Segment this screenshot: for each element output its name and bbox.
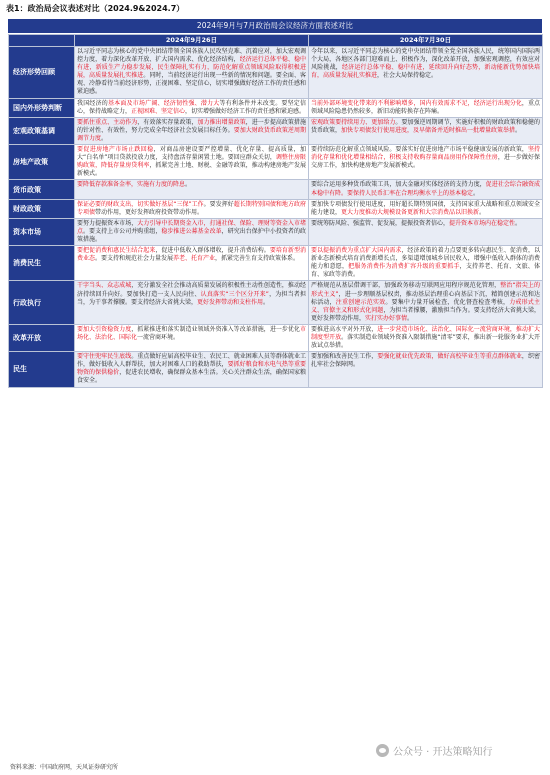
cell-sep: [75, 98, 309, 117]
cell-text: 带动作用，更好发挥政府投资带动作用。: [95, 208, 204, 216]
table-header-row: [9, 35, 543, 47]
highlight-text: 进一步营造市场化、法治化、国际化一流营商环境，推动扩大制度型开放: [311, 325, 540, 341]
cell-text: 今年以来，以习近平同志为核心的党中央团结带领全党全国各族人民，统筹国内国际两个大局，各地区各部门迎难而上、积极作为，深化改革开放，加强宏观调控，有效应对风险挑战，: [311, 48, 540, 72]
cell-text: 我国经济的: [77, 99, 108, 107]
highlight-text: 经济运行总体平稳、稳中有进，延续回升向好态势，新动能新优势加快培育，高质量发展扎实推进: [311, 64, 540, 80]
row-label: 货币政策: [9, 180, 75, 199]
cell-text: 。: [515, 219, 522, 227]
row-label: 资本市场: [9, 218, 75, 245]
row-label: 国内外形势判断: [9, 98, 75, 117]
table-row: [9, 98, 543, 117]
highlight-text: 要降低存款准备金率，实施有力度的降息: [77, 181, 186, 189]
cell-text: ，经济政策的着力点要更多转向惠民生、促消费，以新业态新模式培育消费新增长点，多渠道增加城乡居民收入，增强中低收入群体的消费能力和意愿，: [311, 247, 540, 271]
highlight-text: 调整住房限购政策，降低存量房贷利率: [77, 154, 306, 170]
highlight-text: 要守住兜牢民生底线: [77, 353, 132, 361]
cell-text: ，进一步做好保交房工作，加快构建房地产发展新模式。: [311, 154, 540, 170]
cell-text: 。要支持和规范社会力量发展: [95, 255, 174, 263]
row-label: 财政政策: [9, 199, 75, 218]
cell-jul: [309, 180, 543, 199]
highlight-text: 加力推出增量政策: [197, 118, 246, 126]
cell-text: 要努力提振资本市场，: [77, 219, 138, 227]
highlight-text: 超长期特别国债和地方政府专项债: [77, 200, 306, 216]
cell-jul: [309, 98, 543, 117]
cell-text: 。要支持上市公司并购重组，: [83, 227, 162, 235]
table-row: [9, 281, 543, 324]
cell-text: ，织密扎牢社会保障网。: [311, 353, 540, 369]
highlight-text: 要加大引资稳资力度: [77, 325, 132, 333]
comparison-table: [8, 34, 543, 388]
cell-text: 以习近平同志为核心的党中央团结带领全国各族人民攻坚克难、沉着应对，加大宏观调控力度，着力深化改革开放、扩大国内需求、优化经济结构，: [77, 48, 306, 64]
cell-text: ，研究出台保护中小投资者的政策措施。: [77, 227, 306, 243]
cell-text: 。: [185, 181, 192, 189]
table-row: [9, 199, 543, 218]
cell-jul: [309, 47, 543, 99]
highlight-text: 要加大财政货币政策逆周期调节力度: [77, 126, 306, 142]
highlight-text: 实打实办好事情: [365, 314, 408, 322]
header-blank: [9, 35, 75, 47]
cell-jul: [309, 145, 543, 180]
row-label: 民生: [9, 352, 75, 387]
highlight-text: 稳步推进公募基金改革: [161, 227, 222, 235]
cell-jul: [309, 117, 543, 144]
cell-sep: [75, 145, 309, 180]
highlight-text: 要强化就业优先政策，做好高校毕业生等重点群体就业: [377, 353, 522, 361]
table-row: [9, 117, 543, 144]
highlight-text: 认真落实“三个区分开来”: [200, 290, 269, 298]
cell-text: ，抓紧完善土地、财税、金融等政策，推动构建房地产发展新模式。: [77, 162, 306, 178]
cell-sep: [75, 281, 309, 324]
cell-text: 要推进高水平对外开放，: [311, 325, 378, 333]
cell-text: ，支持养老、托育、文旅、体育、家政等消费。: [311, 263, 540, 279]
highlight-text: 市场化、法治化、国际化: [77, 325, 306, 341]
cell-text: 。: [515, 126, 522, 134]
cell-text: 。要加强逆周期调节，实施好积极的财政政策和稳健的货币政策，: [311, 118, 540, 134]
highlight-text: 经济运行总体平稳、稳中有进，新质生产力稳步发展，民生保障扎实有力，防范化解重点领域风险取得积极进展，高质量发展扎实推进: [77, 56, 306, 80]
table-row: [9, 145, 543, 180]
watermark: [376, 743, 493, 758]
row-label: 行政执行: [9, 281, 75, 324]
table-body: [9, 47, 543, 388]
cell-jul: [309, 281, 543, 324]
cell-text: 。要发挥好: [203, 200, 234, 208]
row-label: 改革开放: [9, 324, 75, 351]
cell-text: 。: [101, 134, 108, 142]
highlight-text: 正视困难、坚定信心: [131, 107, 186, 115]
table-row: [9, 180, 543, 199]
cell-jul: [309, 324, 543, 351]
cell-sep: [75, 352, 309, 387]
cell-sep: [75, 47, 309, 99]
header-jul: 2024年7月30日: [309, 35, 543, 47]
cell-jul: [309, 246, 543, 281]
highlight-text: 要促进房地产市场止跌回稳: [77, 146, 154, 154]
cell-text: 要统筹防风险、强监管、促发展，提振投资者信心，: [311, 219, 450, 227]
cell-text: ，进一步提高政策措施的针对性、有效性，努力完成全年经济社会发展目标任务。: [77, 118, 306, 134]
cell-text: 。: [473, 189, 480, 197]
cell-text: ，促进农民增收，确保群众基本生活。关心关注群众生活，确保国家粮食安全。: [77, 369, 306, 385]
cell-text: 。同时，当前经济运行出现一些新的情况和问题。要全面、客观、冷静看待当前经济形势，正视困难、坚定信心，切实增强做好经济工作的责任感和紧迫感。: [77, 72, 306, 96]
cell-text: ，为担当者撑腰，激励担当作为。要支持经济大省挑大梁，更好发挥带动作用，: [311, 306, 540, 322]
highlight-text: 基本面及市场广阔、经济韧性强、潜力大: [107, 99, 220, 107]
cell-text: 要综合运用多种货币政策工具，加大金融对实体经济的支持力度，: [311, 181, 486, 189]
highlight-text: 提升资本市场内在稳定性: [449, 219, 516, 227]
cell-text: ，有效落实存量政策，: [137, 118, 198, 126]
source-note: 资料来源：中国政府网，天风证券研究所: [10, 764, 119, 771]
highlight-text: 要抓住重点、主动作为: [77, 118, 138, 126]
highlight-text: 大力引导中长期资金入市，打通社保、保险、理财等资金入市堵点: [77, 219, 306, 235]
highlight-text: 更好发挥带动和支柱作用: [197, 298, 264, 306]
highlight-text: 要把促消费和惠民生结合起来: [77, 247, 156, 255]
highlight-text: 加快专项债发行使用进度，及早储备并适时推出一批增量政策举措: [341, 126, 516, 134]
header-sep: 2024年9月26日: [75, 35, 309, 47]
table-row: [9, 218, 543, 245]
cell-text: ，促进中低收入群体增收，提升消费结构。: [155, 247, 270, 255]
cell-text: 。重点做好应届高校毕业生、农民工、就业困难人员等群体就业工作，做好低收入人群帮扶，加大对困难人口的救助帮扶，: [77, 353, 306, 369]
highlight-text: 当前外部环境变化带来的不利影响增多，国内有效需求不足，经济运行出现分化: [311, 99, 522, 107]
highlight-text: 要抓好粮食和水电气热等重要物资的保供稳价: [77, 361, 306, 377]
row-label: 消费民生: [9, 246, 75, 281]
cell-text: 要持续防范化解重点领域风险。要落实好促进房地产市场平稳健康发展的新政策，: [311, 146, 528, 154]
cell-jul: [309, 352, 543, 387]
highlight-text: 干字当头、众志成城: [77, 282, 132, 290]
table-banner: 2024年9月与7月政治局会议经济方面表述对比: [8, 19, 542, 33]
watermark-text: 公众号 · 开达策略知行: [393, 747, 493, 758]
cell-text: ，社会大局保持稳定。: [377, 72, 438, 80]
cell-jul: [309, 199, 543, 218]
wechat-icon: [376, 744, 389, 757]
cell-text: 严格规范从基层借调干部，加强政务移动互联网应用程序规范化管理，: [311, 282, 501, 290]
table-row: [9, 47, 543, 99]
table-caption: 表1：政治局会议表述对比（2024.9&2024.7）: [6, 4, 185, 13]
cell-text: ，重点领域风险隐患仍然较多，新旧动能转换存在阵痛。: [311, 99, 540, 115]
highlight-text: 促进社会综合融资成本稳中有降。要保持人民币汇率在合理均衡水平上的基本稳定: [311, 181, 540, 197]
cell-text: 等有利条件并未改变。要坚定信心，保持战略定力，: [77, 99, 306, 115]
cell-text: ，切实增强做好经济工作的责任感和紧迫感。: [185, 107, 306, 115]
highlight-text: 力戒形式主义、官僚主义和形式化问题: [311, 298, 540, 314]
cell-sep: [75, 324, 309, 351]
highlight-text: 保证必要的财政支出，切实做好基层“三保”工作: [77, 200, 204, 208]
table-row: [9, 352, 543, 387]
highlight-text: 要以提振消费为重点扩大国内需求: [311, 247, 402, 255]
highlight-text: 整治“指尖上的形式主义”: [311, 282, 540, 298]
cell-text: 一流营商环境。: [137, 334, 180, 341]
cell-text: ，抓紧完善生育支持政策体系。: [215, 255, 300, 263]
cell-text: 。落实制造业领域外资准入限制措施“清零”要求，推出新一轮服务业扩大开放试点举措。: [311, 334, 540, 350]
cell-text: 。: [407, 314, 414, 322]
highlight-text: 把服务消费作为消费扩容升级的重要抓手: [348, 263, 460, 271]
highlight-text: 养老、托育产业: [173, 255, 216, 263]
cell-jul: [309, 218, 543, 245]
cell-sep: [75, 218, 309, 245]
cell-text: ，为担当者担当，为干事者撑腰。要支持经济大省挑大梁，: [77, 290, 306, 306]
highlight-text: 注重创建示范实效: [335, 298, 386, 306]
cell-sep: [75, 180, 309, 199]
highlight-text: 宏观政策要持续用力、更加给力: [311, 118, 396, 126]
cell-text: 。: [263, 298, 270, 306]
row-label: 经济形势回顾: [9, 47, 75, 99]
row-label: 房地产政策: [9, 145, 75, 180]
table-row: [9, 324, 543, 351]
row-label: 宏观政策基调: [9, 117, 75, 144]
cell-sep: [75, 246, 309, 281]
cell-text: 。: [479, 208, 486, 216]
cell-text: ，进一步理顺基层权责，推动基层治理重心向基层下沉，精简创建示范和达标活动，: [311, 290, 540, 306]
table-row: [9, 246, 543, 281]
cell-text: 。要集中力量开展检查，优化督查检查考核，: [385, 298, 510, 306]
cell-text: 要加强和改善民生工作，: [311, 353, 378, 361]
highlight-text: 坚持消化存量和优化增量相结合，积极支持收购存量商品房用作保障性住房: [311, 146, 540, 162]
cell-sep: [75, 199, 309, 218]
highlight-text: 要培育新型消费业态: [77, 247, 306, 263]
cell-sep: [75, 117, 309, 144]
cell-text: ，对商品房建设要严控增量、优化存量、提高质量，加大“白名单”项目贷款投放力度，支持盘活存量闲置土地。要回应群众关切，: [77, 146, 306, 162]
cell-text: 要加快专项债发行使用进度，用好超长期特别国债，支持国家重大战略和重点领域安全能力建设，: [311, 200, 540, 216]
cell-text: ，充分激发全社会推动高质量发展的积极性主动性创造性，推动经济持续回升向好。要加快打造一支人民向往、: [77, 282, 306, 298]
cell-text: ，抓紧推进和落实制造业领域外资准入等改革措施，进一步优化: [131, 325, 300, 333]
highlight-text: 更大力度推动大规模设备更新和大宗消费品以旧换新: [341, 208, 480, 216]
